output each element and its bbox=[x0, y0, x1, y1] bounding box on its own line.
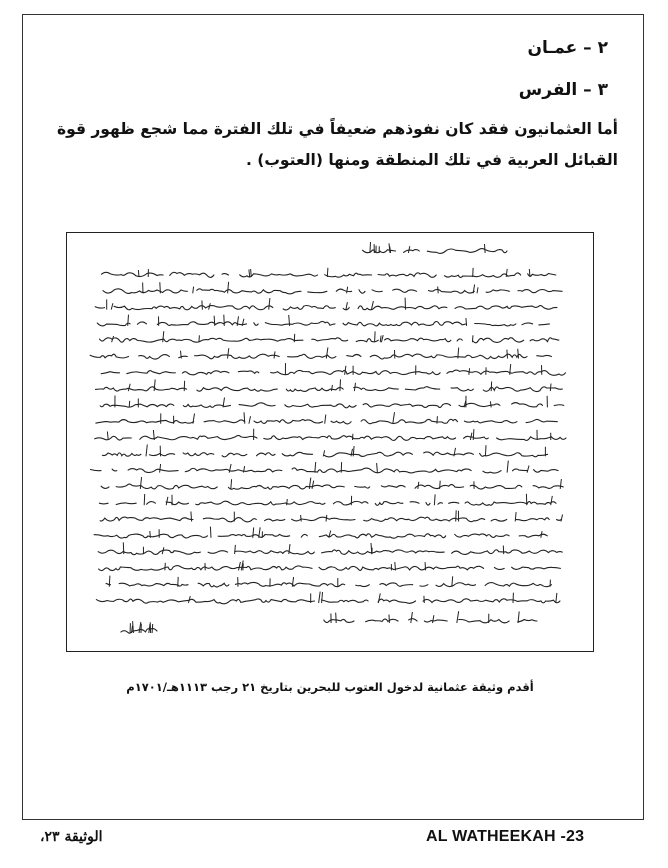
manuscript-stroke bbox=[327, 268, 328, 277]
manuscript-stroke bbox=[235, 545, 236, 554]
manuscript-stroke bbox=[440, 481, 441, 489]
manuscript-stroke bbox=[138, 270, 139, 277]
manuscript-stroke bbox=[210, 527, 211, 538]
manuscript-stroke bbox=[129, 401, 130, 408]
manuscript-stroke bbox=[166, 497, 168, 505]
manuscript-stroke bbox=[560, 479, 561, 489]
manuscript-stroke bbox=[123, 542, 124, 554]
manuscript-stroke bbox=[146, 445, 147, 457]
manuscript-stroke bbox=[393, 412, 395, 424]
manuscript-stroke bbox=[253, 527, 254, 537]
manuscript-stroke bbox=[433, 615, 434, 623]
footer-title-english: AL WATHEEKAH -23 bbox=[426, 828, 585, 845]
manuscript-line bbox=[100, 338, 559, 343]
manuscript-stroke bbox=[193, 287, 194, 294]
manuscript-stroke bbox=[347, 287, 348, 294]
manuscript-stroke bbox=[395, 562, 396, 570]
manuscript-stroke bbox=[214, 316, 215, 326]
manuscript-stroke bbox=[239, 562, 241, 570]
manuscript-line bbox=[100, 403, 564, 408]
manuscript-stroke bbox=[326, 515, 327, 522]
manuscript-stroke bbox=[154, 379, 155, 391]
manuscript-stroke bbox=[351, 449, 353, 457]
manuscript-line bbox=[102, 452, 547, 457]
manuscript-stroke bbox=[466, 318, 467, 326]
manuscript-line bbox=[95, 305, 557, 309]
manuscript-stroke bbox=[527, 466, 529, 473]
manuscript-stroke bbox=[485, 244, 486, 253]
manuscript-stroke bbox=[381, 335, 383, 342]
manuscript-line bbox=[96, 599, 560, 604]
manuscript-stroke bbox=[507, 461, 508, 473]
manuscript-line bbox=[84, 534, 548, 538]
manuscript-stroke bbox=[326, 347, 328, 358]
manuscript-stroke bbox=[515, 512, 516, 521]
manuscript-stroke bbox=[274, 351, 275, 358]
manuscript-stroke bbox=[301, 515, 302, 522]
manuscript-stroke bbox=[346, 302, 348, 310]
manuscript-stroke bbox=[485, 445, 486, 456]
manuscript-line bbox=[92, 289, 562, 294]
list-item-oman: ٢ – عمـان bbox=[527, 38, 608, 58]
manuscript-line bbox=[87, 435, 566, 440]
manuscript-stroke bbox=[111, 303, 113, 309]
manuscript-stroke bbox=[322, 592, 323, 603]
manuscript-stroke bbox=[144, 494, 145, 505]
manuscript-stroke bbox=[249, 416, 251, 424]
manuscript-line bbox=[97, 321, 549, 326]
manuscript-stroke bbox=[375, 331, 376, 342]
figure-caption: أقدم وثيقة عثمانية لدخول العتوب للبحرين بتاريخ ٢١ رجب ١١١٣هـ/١٧٠١م bbox=[126, 680, 534, 694]
manuscript-stroke bbox=[312, 481, 314, 489]
manuscript-image bbox=[66, 232, 594, 652]
manuscript-stroke bbox=[152, 624, 153, 633]
manuscript-stroke bbox=[251, 269, 252, 277]
manuscript-stroke bbox=[199, 335, 200, 342]
manuscript-stroke bbox=[269, 298, 270, 310]
manuscript-stroke bbox=[202, 301, 203, 310]
manuscript-stroke bbox=[163, 331, 164, 342]
manuscript-stroke bbox=[109, 576, 110, 587]
manuscript-stroke bbox=[507, 350, 508, 359]
manuscript-stroke bbox=[160, 464, 161, 473]
manuscript-stroke bbox=[231, 479, 232, 489]
manuscript-stroke bbox=[457, 611, 459, 623]
manuscript-stroke bbox=[191, 512, 192, 522]
manuscript-stroke bbox=[529, 269, 530, 277]
manuscript-stroke bbox=[107, 432, 108, 441]
manuscript-stroke bbox=[228, 282, 229, 294]
manuscript-line bbox=[98, 550, 562, 555]
manuscript-stroke bbox=[437, 416, 438, 424]
manuscript-line bbox=[99, 566, 561, 571]
manuscript-stroke bbox=[411, 612, 413, 623]
manuscript-line bbox=[97, 582, 552, 587]
manuscript-stroke bbox=[469, 368, 470, 375]
manuscript-line bbox=[99, 501, 556, 505]
manuscript-stroke bbox=[541, 531, 542, 538]
manuscript-stroke bbox=[249, 270, 250, 278]
manuscript-stroke bbox=[139, 622, 141, 633]
manuscript-line bbox=[101, 484, 563, 489]
list-item-persia: ٣ – الفرس bbox=[518, 80, 608, 100]
manuscript-line bbox=[101, 370, 565, 375]
manuscript-stroke bbox=[332, 385, 333, 391]
manuscript-stroke bbox=[472, 335, 473, 342]
manuscript-stroke bbox=[477, 287, 478, 293]
manuscript-line bbox=[100, 517, 561, 522]
manuscript-stroke bbox=[418, 482, 419, 489]
manuscript-stroke bbox=[354, 383, 355, 391]
manuscript-stroke bbox=[456, 510, 457, 521]
footer-title-arabic: الوثيقة ٢٣، bbox=[40, 829, 103, 845]
manuscript-stroke bbox=[389, 243, 390, 253]
manuscript-stroke bbox=[377, 463, 378, 473]
manuscript-stroke bbox=[150, 531, 151, 538]
manuscript-line bbox=[324, 619, 537, 623]
manuscript-stroke bbox=[228, 348, 229, 358]
manuscript-line bbox=[102, 272, 556, 277]
manuscript-stroke bbox=[128, 384, 130, 391]
manuscript-stroke bbox=[378, 593, 380, 603]
manuscript-stroke bbox=[345, 366, 346, 375]
manuscript-stroke bbox=[473, 429, 474, 440]
manuscript-stroke bbox=[438, 287, 439, 294]
manuscript-stroke bbox=[178, 577, 179, 587]
manuscript-stroke bbox=[325, 415, 326, 424]
manuscript-stroke bbox=[434, 494, 435, 505]
manuscript-stroke bbox=[140, 477, 141, 489]
manuscript-stroke bbox=[319, 592, 321, 603]
manuscript-stroke bbox=[224, 315, 225, 326]
manuscript-line bbox=[90, 354, 551, 359]
manuscript-stroke bbox=[287, 499, 288, 505]
manuscript-stroke bbox=[556, 593, 557, 603]
body-paragraph: أما العثمانيون فقد كان نفوذهم ضعيفاً في تلك الفترة مما شجع ظهور قوة القبائل العربية في تلك المنطقة ومنها (العتوب) . bbox=[56, 120, 618, 169]
manuscript-stroke bbox=[518, 349, 519, 359]
manuscript-line bbox=[96, 419, 557, 424]
manuscript-line bbox=[84, 468, 558, 473]
manuscript-stroke bbox=[551, 496, 553, 505]
manuscript-stroke bbox=[380, 336, 381, 343]
manuscript-line bbox=[96, 387, 563, 392]
manuscript-stroke bbox=[340, 379, 341, 391]
manuscript-stroke bbox=[490, 401, 491, 407]
manuscript-stroke bbox=[315, 462, 316, 473]
manuscript-stroke bbox=[473, 285, 474, 294]
manuscript-stroke bbox=[408, 246, 409, 253]
manuscript-stroke bbox=[561, 515, 563, 522]
manuscript-stroke bbox=[336, 613, 337, 623]
manuscript-stroke bbox=[160, 282, 161, 293]
manuscript-stroke bbox=[550, 384, 551, 392]
manuscript-stroke bbox=[128, 315, 129, 326]
manuscript-stroke bbox=[452, 576, 453, 586]
manuscript-stroke bbox=[370, 242, 371, 253]
handwritten-manuscript-icon bbox=[67, 233, 595, 653]
